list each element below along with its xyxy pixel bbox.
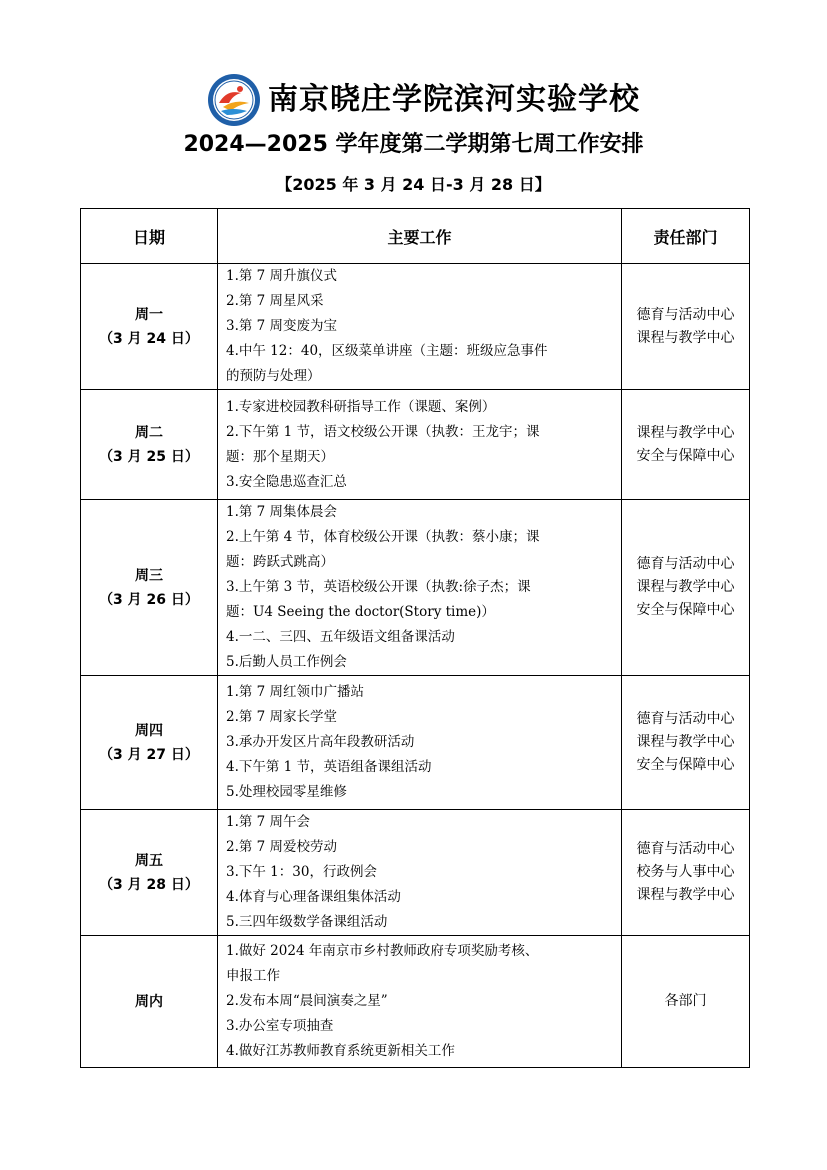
table-row (81, 676, 750, 810)
work-cell (218, 936, 622, 1068)
day-cell (81, 500, 218, 676)
work-item: 2.发布本周“晨间演奏之星” (226, 993, 388, 1009)
school-emblem-icon (207, 73, 261, 127)
work-cell (218, 676, 622, 810)
work-item: 1.第 7 周集体晨会 (226, 504, 338, 520)
department-item: 德育与活动中心 (636, 711, 735, 727)
work-item: 1.做好 2024 年南京市乡村教师政府专项奖励考核、 (226, 943, 539, 959)
work-item: 3.上午第 3 节，英语校级公开课（执教:徐子杰；课 (226, 579, 531, 595)
work-item: 2.上午第 4 节，体育校级公开课（执教：蔡小康；课 (226, 529, 540, 545)
department-item: 安全与保障中心 (636, 602, 735, 618)
column-header-work: 主要工作 (218, 209, 622, 264)
day-name: 周五 (135, 852, 163, 869)
work-item: 3.第 7 周变废为宝 (226, 318, 338, 334)
day-name: 周内 (135, 993, 163, 1010)
work-item: 1.第 7 周升旗仪式 (226, 268, 338, 284)
work-item: 3.安全隐患巡查汇总 (226, 473, 347, 490)
work-item: 5.三四年级数学备课组活动 (226, 914, 388, 930)
table-row (81, 936, 750, 1068)
department-item: 课程与教学中心 (636, 579, 735, 595)
department-item: 德育与活动中心 (636, 841, 735, 857)
day-cell (81, 390, 218, 500)
department-item: 德育与活动中心 (636, 306, 735, 323)
table-header-row (81, 209, 750, 264)
department-item: 安全与保障中心 (636, 447, 735, 464)
day-cell (81, 676, 218, 810)
department-item: 德育与活动中心 (636, 556, 735, 572)
day-date: （3 月 25 日） (99, 448, 199, 465)
work-cell (218, 500, 622, 676)
work-item: 题：那个星期天） (226, 448, 334, 465)
date-range: 【2025 年 3 月 24 日-3 月 28 日】 (276, 175, 551, 194)
work-item: 4.一二、三四、五年级语文组备课活动 (226, 629, 455, 645)
table-row (81, 810, 750, 936)
department-item: 校务与人事中心 (636, 864, 735, 880)
day-date: （3 月 27 日） (99, 746, 199, 763)
work-cell (218, 264, 622, 390)
document-title: 2024—2025 学年度第二学期第七周工作安排 (183, 132, 644, 157)
column-header-date: 日期 (81, 209, 218, 264)
work-cell (218, 810, 622, 936)
work-item: 2.第 7 周星风采 (226, 293, 324, 309)
department-item: 安全与保障中心 (636, 757, 735, 773)
department-cell (622, 390, 750, 500)
schedule-table (80, 208, 750, 1068)
column-header-department: 责任部门 (622, 209, 750, 264)
department-cell (622, 936, 750, 1068)
work-item: 4.做好江苏教师教育系统更新相关工作 (226, 1043, 455, 1059)
department-item: 课程与教学中心 (636, 329, 735, 346)
table-row (81, 390, 750, 500)
day-cell (81, 264, 218, 390)
work-item: 5.处理校园零星维修 (226, 784, 347, 800)
department-item: 各部门 (664, 993, 707, 1009)
day-name: 周一 (135, 306, 163, 323)
day-name: 周二 (135, 424, 163, 441)
work-item: 的预防与处理） (226, 368, 321, 384)
work-item: 1.专家进校园教科研指导工作（课题、案例） (226, 398, 496, 415)
page-header (0, 70, 827, 130)
day-date: （3 月 24 日） (99, 330, 199, 347)
department-item: 课程与教学中心 (636, 734, 735, 750)
department-cell (622, 500, 750, 676)
work-item: 3.下午 1：30，行政例会 (226, 864, 377, 880)
department-cell (622, 676, 750, 810)
work-item: 3.承办开发区片高年段教研活动 (226, 734, 415, 750)
work-item: 1.第 7 周午会 (226, 814, 311, 830)
work-item: 2.下午第 1 节，语文校级公开课（执教：王龙宇；课 (226, 423, 540, 440)
work-item: 4.中午 12：40，区级菜单讲座（主题：班级应急事件 (226, 343, 548, 359)
work-item: 题：跨跃式跳高） (226, 554, 334, 570)
school-name: 南京晓庄学院滨河实验学校 (268, 82, 640, 117)
day-date: （3 月 26 日） (99, 591, 199, 608)
day-name: 周三 (135, 567, 163, 584)
work-item: 5.后勤人员工作例会 (226, 654, 347, 670)
work-cell (218, 390, 622, 500)
work-item: 1.第 7 周红领巾广播站 (226, 684, 365, 700)
day-name: 周四 (135, 722, 163, 739)
work-item: 3.办公室专项抽查 (226, 1018, 334, 1034)
department-item: 课程与教学中心 (636, 424, 735, 441)
work-item: 4.下午第 1 节，英语组备课组活动 (226, 759, 432, 775)
work-item: 申报工作 (226, 968, 280, 984)
day-cell (81, 810, 218, 936)
department-cell (622, 810, 750, 936)
schedule-body (81, 264, 750, 1068)
work-item: 题：U4 Seeing the doctor(Story time)） (226, 604, 495, 620)
day-cell (81, 936, 218, 1068)
table-row (81, 264, 750, 390)
work-item: 2.第 7 周家长学堂 (226, 709, 338, 725)
day-date: （3 月 28 日） (99, 876, 199, 893)
department-cell (622, 264, 750, 390)
work-item: 4.体育与心理备课组集体活动 (226, 889, 401, 905)
table-row (81, 500, 750, 676)
work-item: 2.第 7 周爱校劳动 (226, 839, 338, 855)
department-item: 课程与教学中心 (636, 887, 735, 903)
